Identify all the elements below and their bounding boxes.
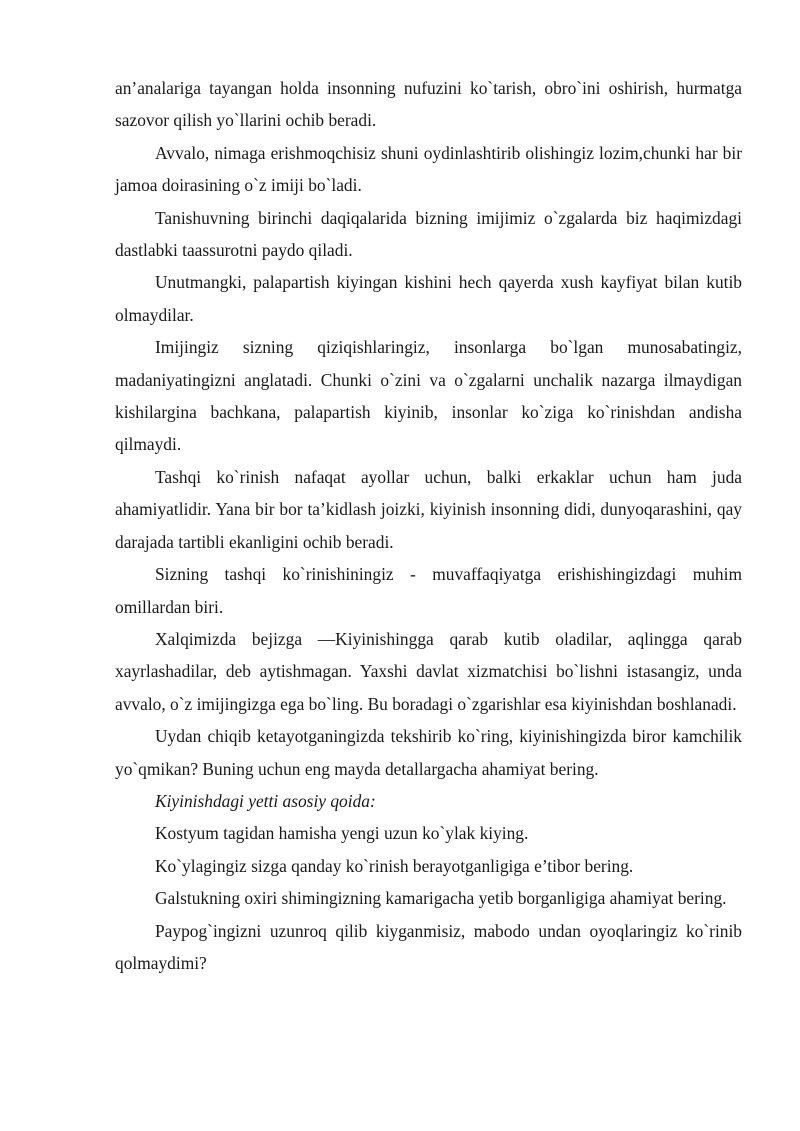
document-page	[115, 72, 742, 979]
paragraph-2: Avvalo, nimaga erishmoqchisiz shuni oydinlashtirib olishingiz lozim,chunki har bir jamoa doirasining o`z imiji bo`ladi.	[115, 142, 742, 196]
rule-item-4: Paypog`ingizni uzunroq qilib kiyganmisiz, mabodo undan oyoqlaringiz ko`rinib qolmaydimi?	[115, 920, 742, 973]
paragraph-8: Xalqimizda bejizga —Kiyinishingga qarab kutib oladilar, aqlingga qarab xayrlashadilar, deb aytishmagan. Yaxshi davlat xizmatchisi bo`lishni istasangiz, unda avvalo, o`z imijingizga ega bo`ling. Bu boradagi o`zgarishlar esa kiyinishdan boshlanadi.	[115, 628, 742, 714]
paragraph-7: Sizning tashqi ko`rinishiningiz - muvaffaqiyatga erishishingizdagi muhim omillardan biri.	[115, 564, 742, 617]
paragraph-4: Unutmangki, palapartish kiyingan kishini hech qayerda xush kayfiyat bilan kutib olmaydilar.	[115, 272, 742, 325]
paragraph-9: Uydan chiqib ketayotganingizda tekshirib ko`ring, kiyinishingizda biror kamchilik yo`qmikan? Buning uchun eng mayda detallargacha ahamiyat bering.	[115, 726, 742, 779]
paragraph-1: an’analariga tayangan holda insonning nufuzini ko`tarish, obro`ini oshirish, hurmatga sazovor qilish yo`llarini ochib beradi.	[115, 78, 742, 131]
paragraph-5: Imijingiz sizning qiziqishlaringiz, insonlarga bo`lgan munosabatingiz, madaniyatingizni anglatadi. Chunki o`zini va o`zgalarni unchalik nazarga ilmaydigan kishilargina bachkana, palapartish kiyinib, insonlar ko`ziga ko`rinishdan andisha qilmaydi.	[115, 337, 742, 455]
rules-heading: Kiyinishdagi yetti asosiy qoida:	[155, 790, 376, 811]
paragraph-6: Tashqi ko`rinish nafaqat ayollar uchun, balki erkaklar uchun ham juda ahamiyatlidir. Yana bir bor ta’kidlash joizki, kiyinish insonning didi, dunyoqarashini, qay darajada tartibli ekanligini ochib beradi.	[115, 466, 742, 552]
rule-item-1: Kostyum tagidan hamisha yengi uzun ko`ylak kiying.	[155, 823, 529, 844]
rule-item-2: Ko`ylagingiz sizga qanday ko`rinish berayotganligiga e’tibor bering.	[155, 855, 634, 876]
rule-item-3: Galstukning oxiri shimingizning kamarigacha yetib borganligiga ahamiyat bering.	[155, 888, 727, 909]
paragraph-3: Tanishuvning birinchi daqiqalarida bizning imijimiz o`zgalarda biz haqimizdagi dastlabki taassurotni paydo qiladi.	[115, 207, 742, 261]
